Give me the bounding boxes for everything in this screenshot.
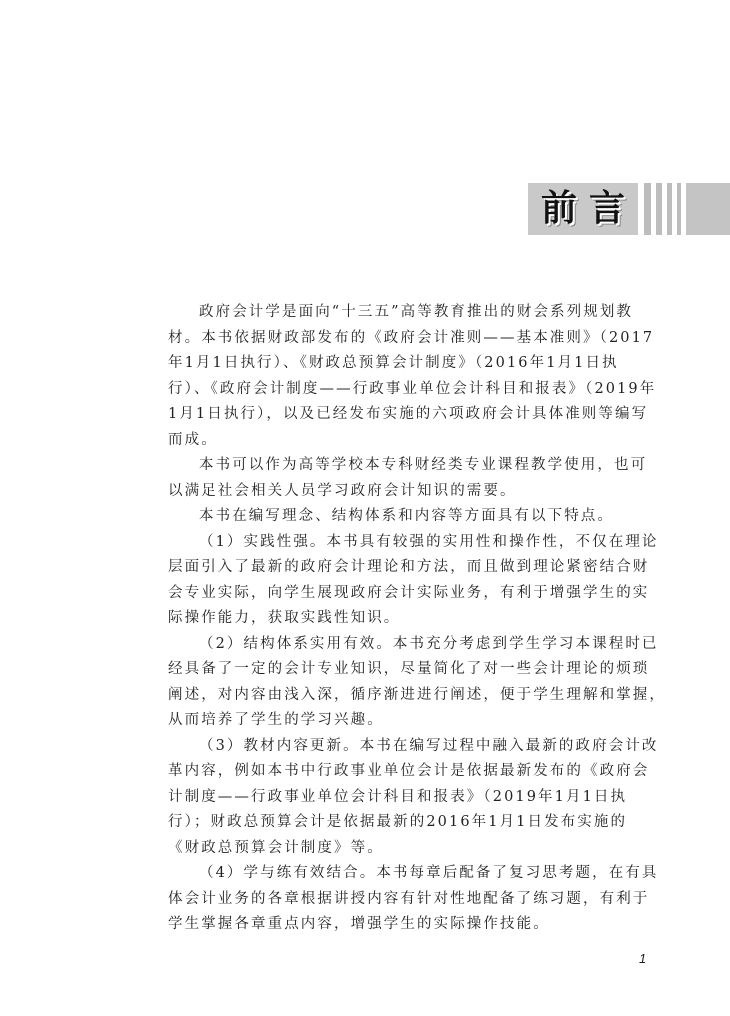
title-box [528,183,638,235]
text-line: （2）结构体系实用有效。本书充分考虑到学生学习本课程时已 [199,635,659,652]
text-line: 政府会计学是面向“十三五”高等教育推出的财会系列规划教 [199,304,634,320]
text-line: 革内容，例如本书中行政事业单位会计是依据最新发布的《政府会 [168,763,650,779]
preface-body [168,300,666,938]
text-line: 阐述，对内容由浅入深，循序渐进进行阐述，便于学生理解和掌握， [168,686,666,703]
text-line: 经具备了一定的会计专业知识，尽量简化了对一些会计理论的烦琐 [168,661,650,677]
text-line: 以满足社会相关人员学习政府会计知识的需要。 [168,482,517,499]
text-line: 材。本书依据财政部发布的《政府会计准则——基本准则》（2017 [168,329,655,346]
text-line: 体会计业务的各章根据讲授内容有针对性地配备了练习题，有利于 [168,890,650,907]
text-line: 本书可以作为高等学校本专科财经类专业课程教学使用，也可 [199,457,648,473]
text-line: 年1月1日执行）、《财政总预算会计制度》（2016年1月1日执 [168,355,619,371]
paragraph-7 [168,861,659,938]
page-number: 1 [639,951,647,966]
text-line: （3）教材内容更新。本书在编写过程中融入最新的政府会计改 [199,737,659,754]
banner-tail [686,183,730,235]
paragraph-1 [168,300,657,453]
text-line: 会专业实际，向学生展现政府会计实际业务，有利于增强学生的实 [168,584,650,601]
text-line: （1）实践性强。本书具有较强的实用性和操作性，不仅在理论 [199,533,659,550]
text-line: 层面引入了最新的政府会计理论和方法，而且做到理论紧密结合财 [168,559,650,575]
paragraph-4 [168,530,659,632]
text-line: 从而培养了学生的学习兴趣。 [168,712,384,728]
stripe [677,183,681,235]
text-line: 《财政总预算会计制度》等。 [168,839,384,856]
preface-title-banner [528,183,730,235]
paragraph-2 [168,453,654,504]
text-line: 计制度——行政事业单位会计科目和报表》（2019年1月1日执 [168,788,628,805]
text-line: （4）学与练有效结合。本书每章后配备了复习思考题，在有具 [199,865,659,881]
text-line: 1月1日执行），以及已经发布实施的六项政府会计具体准则等编写 [168,406,649,422]
stripe [644,183,651,235]
text-line: 际操作能力，获取实践性知识。 [168,610,401,626]
decorative-stripes [644,183,686,235]
text-line: 行）；财政总预算会计是依据最新的2016年1月1日发布实施的 [168,814,628,830]
text-line: 学生掌握各章重点内容，增强学生的实际操作技能。 [168,916,550,932]
paragraph-6 [168,734,659,862]
paragraph-5 [168,632,666,734]
title-char-2: 言 [589,188,626,229]
stripe [656,183,662,235]
text-line: 本书在编写理念、结构体系和内容等方面具有以下特点。 [199,508,614,524]
paragraph-3 [168,504,654,530]
stripe [667,183,672,235]
text-line: 行）、《政府会计制度——行政事业单位会计科目和报表》（2019年 [168,380,657,397]
title-char-1: 前 [540,188,577,229]
text-line: 而成。 [168,431,218,448]
